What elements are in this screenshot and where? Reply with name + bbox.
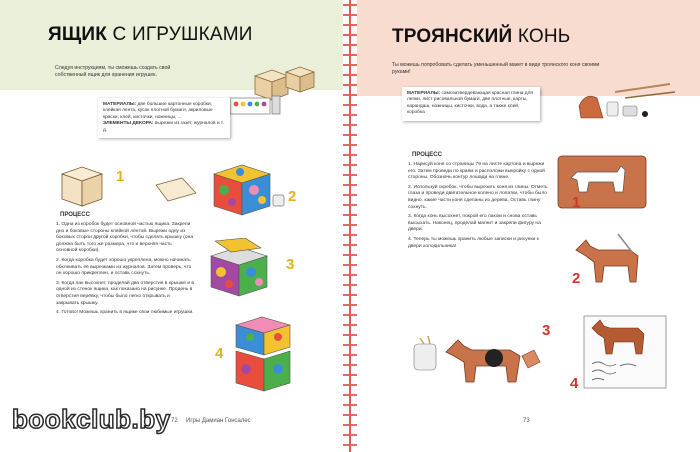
left-step: 4. Готово! Можешь хранить в ящике свои любимые игрушки. bbox=[56, 310, 194, 316]
left-fig-number-3: 3 bbox=[286, 256, 295, 273]
left-title-bold: ЯЩИК bbox=[48, 24, 108, 45]
right-page bbox=[350, 0, 700, 452]
left-materials-card bbox=[98, 98, 230, 138]
clay-tools-illustration bbox=[575, 78, 685, 128]
left-process-header: ПРОЦЕСС bbox=[60, 212, 90, 218]
left-footer-text: Игры Дамиан Гонсалес bbox=[186, 418, 251, 424]
left-step: 3. Когда лак высохнет, проделай два отверстия в крышке и в одной из стенок ящика, как показано на рисунке. Продень в отверстия верёвку, чтобы было легко открывать и закрывать крышку. bbox=[56, 280, 194, 306]
left-fig-number-4: 4 bbox=[215, 345, 224, 362]
open-collage-box-illustration bbox=[205, 238, 275, 300]
left-step: 2. Когда коробка будет хорошо укреплена, можно начинать обклеивать её вырезками из журналов. Затем проверь, что он хорошо прикреплен, и оставь сохнуть. bbox=[56, 257, 192, 277]
glue-pot-illustration bbox=[270, 190, 288, 208]
clay-slab-illustration bbox=[555, 152, 650, 212]
left-intro: Следуя инструкциям, ты сможешь создать свой собственный ящик для хранения игрушек. bbox=[55, 65, 171, 78]
left-fig-number-1: 1 bbox=[116, 168, 125, 185]
left-materials-label: МАТЕРИАЛЫ: bbox=[103, 102, 137, 107]
left-decor-text: вырезки из газет, журналов и т. д. bbox=[103, 121, 224, 133]
right-step: 2. Используй скребок, чтобы вырезать коня из глины. Отметь глаза и проведи двигательное колено и лопатки, чтобы было видно, какие части коня сделаны из дерева. Оставь глину сохнуть. bbox=[408, 184, 548, 210]
left-step: 1. Одна из коробок будет основной частью ящика. Закрепи дно и боковые стороны клейкой лентой. Вырежи одну из боковых сторон другой коробки, чтобы сделать крышку (она должна быть того же размера, что и верхняя часть основной коробки). bbox=[56, 222, 194, 254]
right-title-bold: ТРОЯНСКИЙ bbox=[392, 26, 513, 47]
left-title bbox=[48, 24, 253, 46]
right-title bbox=[392, 26, 570, 48]
right-fig-number-3: 3 bbox=[542, 322, 551, 339]
clay-horse-illustration bbox=[568, 232, 653, 290]
right-fig-number-4: 4 bbox=[570, 375, 579, 392]
right-intro: Ты можешь попробовать сделать уменьшенный макет в виде троянского коня своими руками! bbox=[392, 62, 600, 75]
right-step: 1. Нарисуй коня со страницы 79 на листе картона и вырежи его. Затем проведи по краям и расположи выкройку с одной стороны. Обозначь контур лошади на глине. bbox=[408, 162, 545, 181]
right-fig-number-1: 1 bbox=[572, 194, 581, 211]
left-title-light: С ИГРУШКАМИ bbox=[107, 24, 253, 45]
watermark-text: bookclub.by bbox=[12, 404, 171, 434]
right-fig-number-2: 2 bbox=[572, 270, 581, 287]
left-materials-text: две большие картонные коробки, клейкая лента, кусок плотной бумаги, акриловые краски, клей, кисточки, ножницы, ... bbox=[103, 102, 213, 120]
finished-toy-box-illustration bbox=[232, 315, 294, 395]
right-process-header: ПРОЦЕСС bbox=[412, 152, 442, 158]
paper-sheet-illustration bbox=[152, 175, 198, 205]
right-materials-card bbox=[402, 87, 540, 121]
collage-box-illustration bbox=[210, 160, 274, 218]
right-title-light: КОНЬ bbox=[512, 26, 571, 47]
horse-magnet-illustration bbox=[410, 318, 550, 388]
right-materials-text: самозатвердевающая красная глина для лепки, лист рисовальной бумаги, две плотные, карты, карандаш, ножницы, кисточки, вода, а также клей, коробка bbox=[407, 91, 534, 116]
right-materials-label: МАТЕРИАЛЫ: bbox=[407, 91, 441, 96]
left-decor-label: ЭЛЕМЕНТЫ ДЕКОРА: bbox=[103, 121, 154, 127]
right-steps bbox=[408, 162, 548, 253]
box-outline-illustration bbox=[58, 162, 108, 210]
left-page-number: 72 bbox=[171, 418, 178, 424]
right-step: 3. Когда конь высохнет, покрой его лаком и снова оставь высыхать. Наконец, проделай магнит и закрепи фигуру на двери. bbox=[408, 214, 541, 233]
left-steps bbox=[56, 222, 194, 320]
paints-illustration bbox=[228, 92, 283, 120]
right-page-number: 73 bbox=[523, 418, 530, 424]
left-fig-number-2: 2 bbox=[288, 188, 297, 205]
right-step: 4. Теперь ты можешь хранить любые записки и рисунки к двери холодильника! bbox=[408, 236, 539, 249]
fridge-note-illustration bbox=[580, 312, 670, 392]
binding-line bbox=[349, 0, 351, 452]
